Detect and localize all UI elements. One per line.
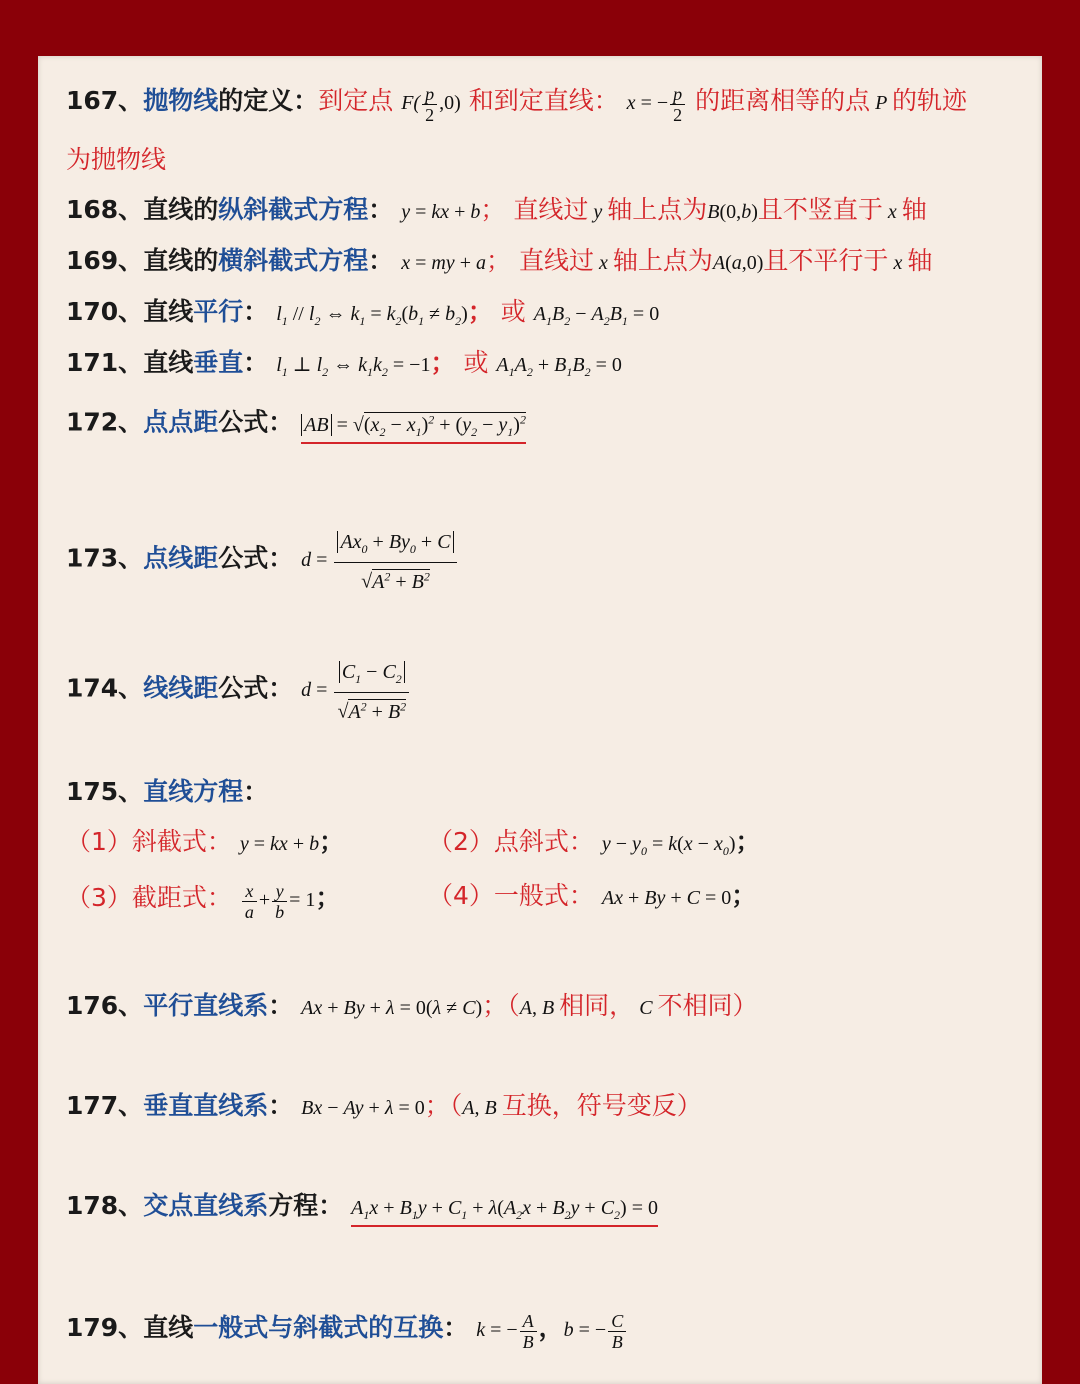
item-number: 169、	[66, 246, 144, 275]
item-text: ；	[485, 246, 511, 275]
item-text: 直线过	[513, 195, 589, 224]
item-number: 170、	[66, 297, 144, 326]
form-label: （4）一般式：	[428, 881, 594, 910]
item-title: 直线的	[143, 246, 219, 275]
formula: $A_1A_2 + B_1B_2 = 0$	[496, 354, 622, 379]
item-172	[66, 404, 526, 447]
item-number: 176、	[66, 991, 144, 1020]
formula: b = − $\frac{C}{B}$	[564, 1319, 629, 1341]
formula: d = $\frac{Ax_0 + By_0 + C}{√A^2 + B^2}$	[301, 549, 458, 571]
formula: x	[593, 252, 613, 274]
item-text: ；（	[424, 1091, 463, 1120]
item-title: 直线	[143, 297, 194, 326]
form-label: （2）点斜式：	[428, 827, 594, 856]
item-text: 轴	[901, 195, 927, 224]
item-topic: 纵斜截式方程	[218, 195, 369, 224]
item-text: 到定点	[318, 86, 394, 116]
formula: $l_1$ ⊥ $l_2$ ⇔ $k_1k_2 = -1$	[276, 354, 431, 379]
item-title: 公式：	[218, 673, 294, 703]
formula: x	[888, 252, 908, 274]
item-number: 168、	[66, 195, 144, 224]
formula: F( $\frac{p}{2}$ ,0)	[401, 84, 461, 125]
item-text: 直线过	[518, 246, 594, 275]
semicolon: ；	[315, 883, 341, 913]
item-177	[66, 1091, 702, 1123]
item-173	[66, 529, 459, 595]
item-topic: 一般式与斜截式的互换	[193, 1313, 444, 1343]
item-text: ；（	[482, 991, 520, 1020]
item-text: 或	[500, 297, 526, 326]
item-179	[66, 1311, 628, 1352]
item-number: 167、	[66, 86, 144, 116]
item-title: 公式：	[218, 543, 294, 573]
item-colon: ：	[368, 195, 394, 224]
form-label: （3）截距式：	[66, 883, 232, 913]
item-178	[66, 1191, 658, 1230]
item-title: 的定义：	[218, 86, 319, 116]
item-title: 直线	[143, 1313, 194, 1343]
item-text: ；	[480, 195, 506, 224]
item-number: 174、	[66, 673, 144, 703]
formula: $l_1 // l_2$ ⇔ $k_1 = k_2(b_1 \ne b_2)$	[276, 303, 468, 328]
item-title: 直线的	[143, 195, 219, 224]
formula: C	[634, 997, 658, 1019]
item-text: 的轨迹	[891, 86, 967, 116]
item-colon: ：	[243, 777, 269, 806]
item-colon: ：	[243, 297, 269, 326]
item-title: 方程：	[268, 1191, 344, 1220]
formula: B(0,b)	[707, 201, 758, 223]
item-text: 或	[463, 348, 489, 377]
item-167-wrap: 为抛物线	[66, 145, 167, 174]
item-text: 轴上点为	[612, 246, 713, 275]
formula: k = − $\frac{A}{B}$	[476, 1319, 538, 1341]
item-topic: 平行直线系	[143, 991, 269, 1020]
item-topic: 平行	[193, 297, 244, 326]
item-topic: 线线距	[143, 673, 219, 703]
item-text: 轴上点为	[607, 195, 708, 224]
item-colon: ：	[368, 246, 394, 275]
item-text: 轴	[907, 246, 933, 275]
item-colon: ：	[268, 1091, 294, 1120]
item-topic: 点点距	[143, 407, 219, 437]
item-text: 相同，	[559, 991, 635, 1020]
formula: A(a,0)	[712, 252, 764, 274]
item-colon: ：	[268, 991, 294, 1020]
item-171	[66, 348, 622, 387]
semicolon: ；	[731, 881, 757, 910]
item-175	[66, 777, 268, 807]
item-169	[66, 246, 932, 278]
item-168	[66, 195, 927, 227]
formula: x	[882, 201, 902, 223]
item-number: 177、	[66, 1091, 144, 1120]
formula: AB = $√(x_2 - x_1)^2 + (y_2 - y_1)^2$	[301, 414, 526, 444]
formula: A, B	[462, 1097, 502, 1119]
formula: A, B	[519, 997, 560, 1019]
item-170	[66, 297, 659, 336]
formula: $y - y_0 = k(x - x_0)$	[601, 833, 736, 858]
formula: x = my + a	[401, 252, 486, 274]
formula: $A_1x + B_1y + C_1 + \lambda(A_2x + B_2y + C_2) = 0$	[351, 1197, 658, 1227]
item-text: 互换，符号变反）	[501, 1091, 702, 1120]
item-colon: ：	[443, 1313, 469, 1343]
item-colon: ：	[243, 348, 269, 377]
comma: ，	[538, 1313, 564, 1343]
item-topic: 交点直线系	[143, 1191, 269, 1220]
item-number: 171、	[66, 348, 144, 377]
item-topic: 抛物线	[143, 86, 219, 116]
item-text: 的距离相等的点	[695, 86, 871, 116]
item-text: ；	[430, 348, 456, 377]
item-174	[66, 659, 411, 725]
item-topic: 垂直直线系	[143, 1091, 269, 1120]
item-topic: 垂直	[193, 348, 244, 377]
item-number: 179、	[66, 1313, 144, 1343]
formula: Bx − Ay + λ = 0	[301, 1097, 425, 1119]
item-topic: 横斜截式方程	[218, 246, 369, 275]
formula: x = − $\frac{p}{2}$	[627, 92, 687, 114]
item-title: 直线	[143, 348, 194, 377]
formula: y = kx + b	[401, 201, 481, 223]
item-topic: 点线距	[143, 543, 219, 573]
item-title: 公式：	[218, 407, 294, 437]
formula: Ax + By + λ = 0(λ ≠ C)	[301, 997, 483, 1019]
item-number: 178、	[66, 1191, 144, 1220]
item-175-form-1	[66, 827, 344, 859]
item-text: 且不竖直于	[757, 195, 883, 224]
formula: y	[588, 201, 608, 223]
item-number: 175、	[66, 777, 144, 806]
item-number: 172、	[66, 407, 144, 437]
item-topic: 直线方程	[143, 777, 244, 806]
item-167	[66, 84, 967, 125]
semicolon: ；	[319, 827, 345, 856]
item-175-form-2	[428, 827, 761, 866]
item-175-form-3	[66, 881, 340, 922]
formula: d = $\frac{C_1 - C_2}{√A^2 + B^2}$	[301, 679, 411, 701]
item-175-form-4	[428, 881, 756, 913]
item-number: 173、	[66, 543, 144, 573]
formula: $\frac{x}{a}$ + $\frac{y}{b}$ = 1	[240, 889, 316, 911]
formula: y = kx + b	[239, 833, 320, 855]
item-text: 和到定直线：	[468, 86, 619, 116]
item-text: 且不平行于	[763, 246, 889, 275]
semicolon: ；	[735, 827, 761, 856]
item-176	[66, 991, 758, 1023]
formula: P	[870, 92, 892, 115]
item-text: 不相同）	[657, 991, 758, 1020]
item-text: ；	[467, 297, 493, 326]
form-label: （1）斜截式：	[66, 827, 232, 856]
formula: Ax + By + C = 0	[601, 887, 732, 909]
formula: $A_1B_2 - A_2B_1 = 0$	[533, 303, 660, 328]
